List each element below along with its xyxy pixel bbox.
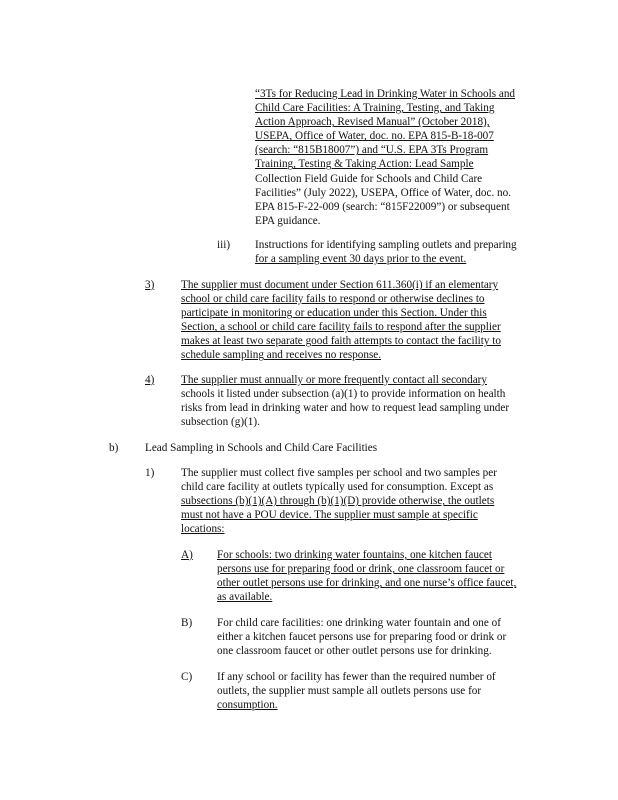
text-line: USEPA, Office of Water, doc. no. EPA 815-B-18-007 [255,130,494,143]
text-line: EPA guidance. [255,214,321,227]
text-line: Instructions for identifying sampling outlets and preparing [255,239,517,251]
text-line: one classroom faucet or other outlet persons use for drinking. [217,645,492,658]
text-line: subsection (g)(1). [181,416,260,429]
text-line: The supplier must document under Section 611.360(i) if an elementary [181,279,499,291]
section-b-heading: Lead Sampling in Schools and Child Care Facilities [145,442,378,454]
text-line: Section, a school or child care facility fails to respond after the supplier [181,321,501,334]
item-A-label: A) [181,549,193,561]
text-line: persons use for preparing food or drink, one classroom faucet or [217,563,505,576]
text-line: “3Ts for Reducing Lead in Drinking Water in Schools and [255,88,516,100]
text-line: locations: [181,523,225,536]
text-line: Action Approach, Revised Manual” (October 2018), [255,116,490,129]
item-4-label: 4) [145,374,155,386]
text-line: For schools: two drinking water fountains, one kitchen faucet [217,549,492,561]
item-3-paragraph [181,278,501,363]
item-B-label: B) [181,617,193,629]
text-line: consumption. [217,699,278,712]
text-line: other outlet persons use for drinking, and one nurse’s office faucet, [217,577,517,590]
text-line: If any school or facility has fewer than the required number of [217,671,496,683]
text-line: risks from lead in drinking water and how to request lead sampling under [181,402,510,415]
item-b1-label: 1) [145,467,155,479]
text-line: Child Care Facilities: A Training, Testing, and Taking [255,102,495,115]
text-line: Training, Testing & Taking Action: Lead Sample [255,158,474,171]
text-line: For child care facilities: one drinking water fountain and one of [217,617,501,629]
text-line: child care facility at outlets typically used for consumption. Except as [181,481,494,494]
text-line: outlets, the supplier must sample all outlets persons use for [217,685,482,698]
text-line: as available. [217,591,273,604]
item-B-paragraph [217,616,506,658]
text-line: must not have a POU device. The supplier must sample at specific [181,509,478,522]
item-4-paragraph [181,373,509,429]
item-C-label: C) [181,671,193,683]
text-line: school or child care facility fails to respond or otherwise declines to [181,293,485,306]
citation-paragraph [255,87,515,228]
text-line: Facilities” (July 2022), USEPA, Office of Water, doc. no. [255,186,512,199]
text-line: The supplier must annually or more frequently contact all secondary [181,374,488,386]
text-line: schedule sampling and receives no response. [181,349,382,362]
text-line: subsections (b)(1)(A) through (b)(1)(D) provide otherwise, the outlets [181,495,495,508]
text-line: either a kitchen faucet persons use for preparing food or drink or [217,631,507,644]
section-b-label: b) [109,442,119,454]
text-line: for a sampling event 30 days prior to the event. [255,253,467,266]
item-iii-paragraph [255,238,517,266]
item-3-label: 3) [145,279,155,291]
item-b1-paragraph [181,466,497,536]
text-line: EPA 815-F-22-009 (search: “815F22009”) or subsequent [255,200,510,213]
item-C-paragraph [217,670,496,712]
text-line: schools it listed under subsection (a)(1) to provide information on health [181,388,506,401]
text-line: The supplier must collect five samples per school and two samples per [181,467,497,479]
text-line: (search: “815B18007”) and “U.S. EPA 3Ts Program [255,144,489,157]
text-line: participate in monitoring or education under this Section. Under this [181,307,487,320]
item-A-paragraph [217,548,516,604]
item-iii-label: iii) [217,239,231,251]
text-line: Collection Field Guide for Schools and Child Care [255,172,483,185]
text-line: makes at least two separate good faith attempts to contact the facility to [181,335,501,348]
